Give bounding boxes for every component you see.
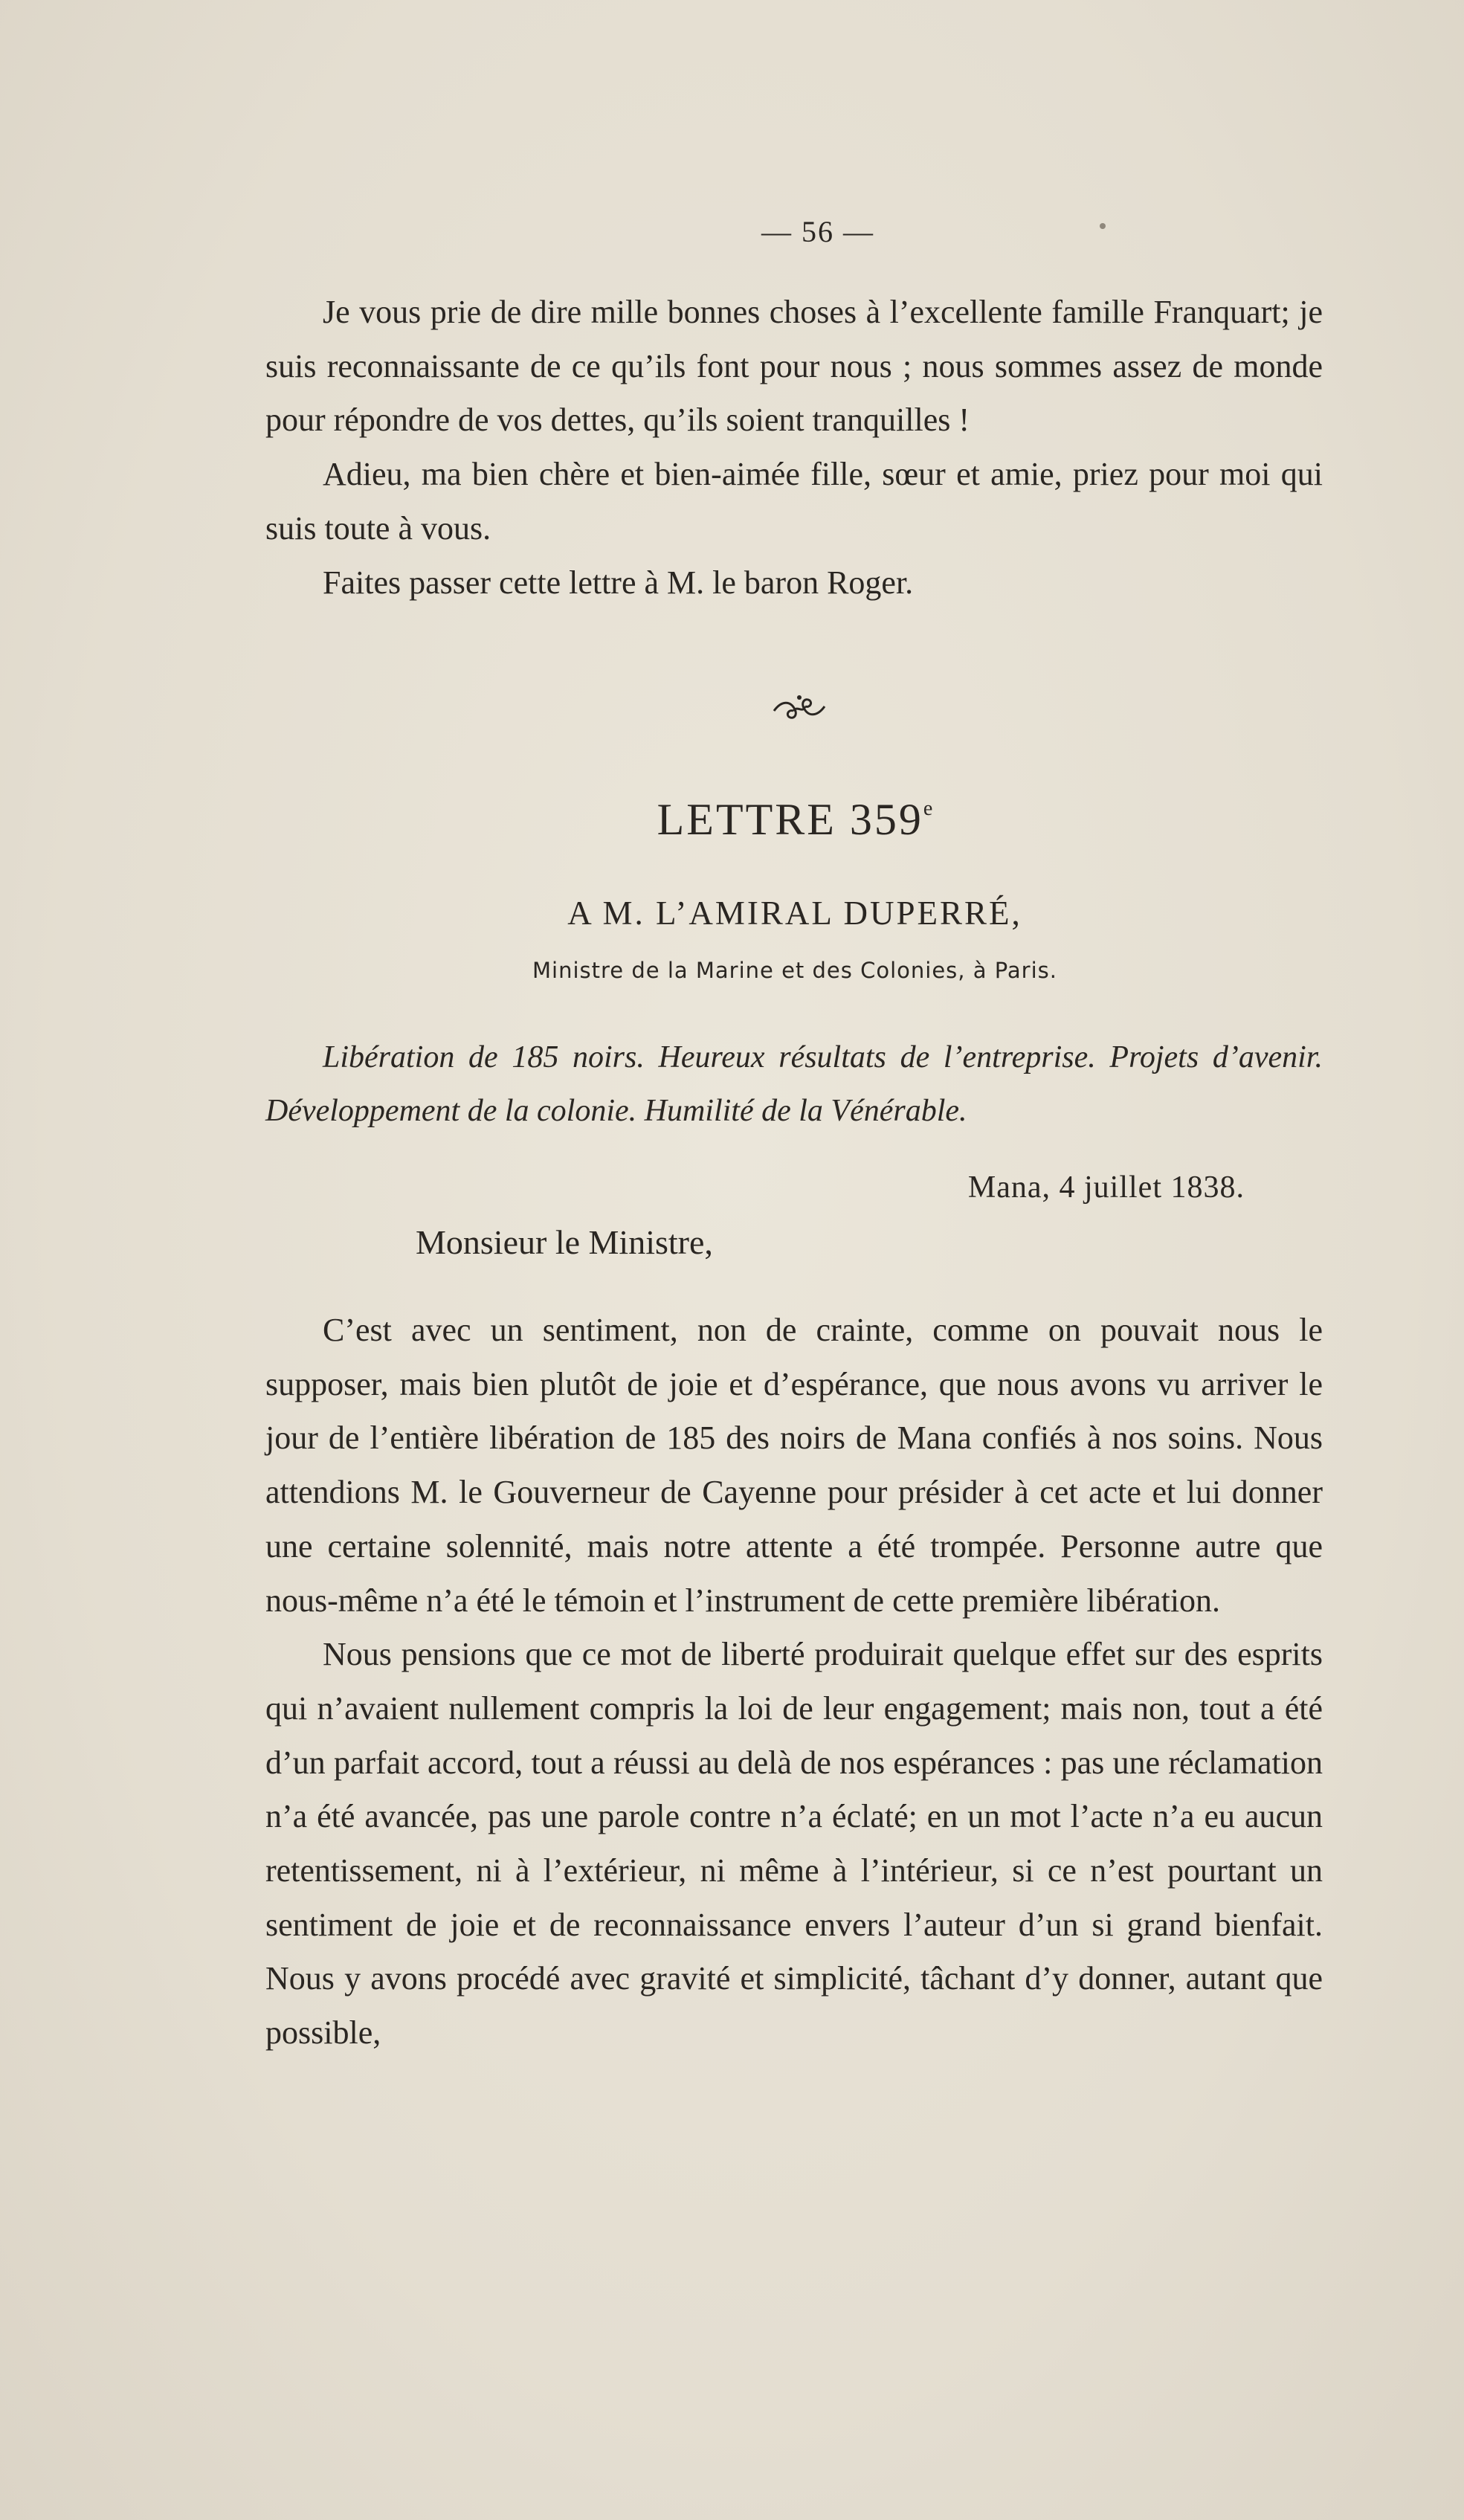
letter-title-suffix: e	[923, 797, 933, 820]
place-date: Mana, 4 juillet 1838.	[967, 1170, 1245, 1205]
fleuron-ornament-icon	[771, 692, 828, 724]
paragraph: Faites passer cette lettre à M. le baron Roger.	[323, 564, 914, 601]
page-number: — 56 —	[761, 215, 874, 248]
letter-summary: Libération de 185 noirs. Heureux résultats de l’entreprise. Projets d’avenir. Développement de la colonie. Humilité de la Vénérable.	[265, 1040, 1323, 1128]
paragraph: Adieu, ma bien chère et bien-aimée fille, sœur et amie, priez pour moi qui suis toute à vous.	[265, 456, 1323, 547]
addressee-role: Ministre de la Marine et des Colonies, à Paris.	[532, 958, 1057, 983]
salutation: Monsieur le Ministre,	[416, 1223, 713, 1261]
letter-body	[265, 1303, 1323, 2060]
print-speck	[1100, 223, 1106, 229]
opening-text-block	[265, 286, 1323, 610]
letter-title	[0, 794, 1464, 845]
letter-title-text: LETTRE 359	[657, 795, 923, 844]
paragraph: C’est avec un sentiment, non de crainte, comme on pouvait nous le supposer, mais bien plutôt de joie et d’espérance, que nous avons vu arriver le jour de l’entière libération de 185 des noirs de Mana confiés à nos soins. Nous attendions M. le Gouverneur de Cayenne pour présider à cet acte et lui donner une certaine solennité, mais notre attente a été trompée. Personne autre que nous-même n’a été le témoin et l’instrument de cette première libération.	[265, 1312, 1323, 1619]
letter-addressee: A M. L’AMIRAL DUPERRÉ,	[567, 895, 1022, 932]
paragraph: Je vous prie de dire mille bonnes choses à l’excellente famille Franquart; je suis reconnaissante de ce qu’ils font pour nous ; nous sommes assez de monde pour répondre de vos dettes, qu’ils soient tranquilles !	[265, 294, 1323, 439]
paragraph: Nous pensions que ce mot de liberté produirait quelque effet sur des esprits qui n’avaient nullement compris la loi de leur engagement; mais non, tout a été d’un parfait accord, tout a réussi au delà de nos espérances : pas une réclamation n’a été avancée, pas une parole contre n’a éclaté; en un mot l’acte n’a eu aucun retentissement, ni à l’extérieur, ni même à l’intérieur, si ce n’est pourtant un sentiment de joie et de reconnaissance envers l’auteur d’un si grand bienfait. Nous y avons procédé avec gravité et simplicité, tâchant d’y donner, autant que possible,	[265, 1636, 1323, 2052]
